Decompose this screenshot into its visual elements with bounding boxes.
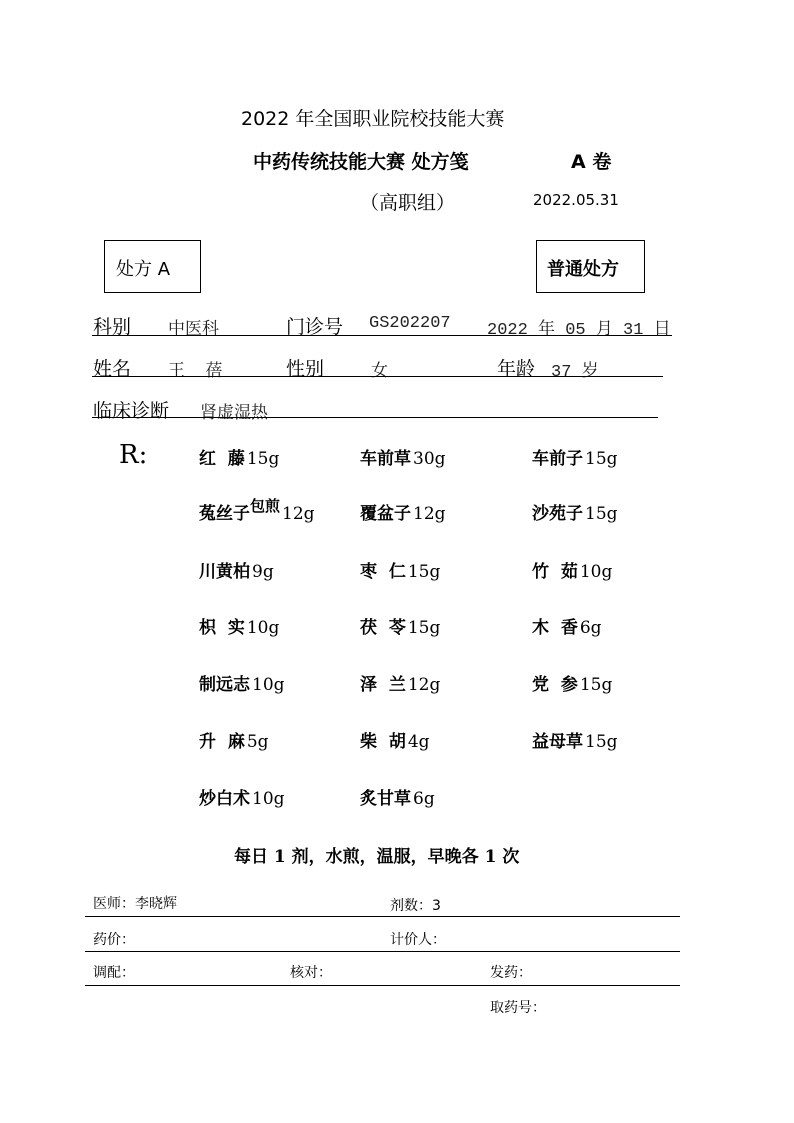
herb-item	[360, 670, 440, 695]
herb-name: 木 香	[532, 618, 578, 638]
herb-name: 枣 仁	[360, 562, 406, 582]
herb-item	[360, 557, 440, 582]
herb-dose: 15g	[407, 618, 441, 638]
herb-name: 菟丝子	[199, 504, 250, 524]
herb-dose: 12g	[413, 504, 446, 524]
herb-dose: 6g	[579, 618, 602, 638]
usage-instructions: 每日 1 剂，水煎，温服，早晚各 1 次	[234, 847, 520, 867]
herb-name: 益母草	[532, 732, 583, 752]
rx-symbol: R:	[119, 440, 148, 470]
herb-name: 党 参	[532, 675, 578, 695]
herb-dose: 10g	[246, 618, 280, 638]
herb-dose: 15g	[585, 449, 618, 469]
herb-item	[532, 670, 612, 695]
herb-dose: 10g	[252, 675, 285, 695]
herb-item	[199, 670, 285, 695]
prescription-a-box	[104, 240, 201, 293]
herb-name: 升 麻	[199, 732, 245, 752]
name-value: 王 蓓	[168, 363, 223, 382]
herb-note: 包煎	[250, 497, 281, 515]
age-label: 年龄	[497, 358, 536, 380]
clinic-value: GS202207	[369, 314, 451, 333]
herb-item	[532, 444, 618, 469]
herb-dose: 15g	[407, 562, 441, 582]
herb-name: 制远志	[199, 675, 250, 695]
sex-label: 性别	[286, 358, 325, 380]
herb-name: 覆盆子	[360, 504, 411, 524]
herb-item	[199, 499, 315, 524]
herb-dose: 6g	[413, 789, 435, 809]
diagnosis-label: 临床诊断	[93, 400, 170, 422]
herb-item	[532, 557, 612, 582]
doses-field: 剂数：3	[390, 898, 441, 914]
herb-item	[199, 444, 279, 469]
herb-name: 炒白术	[199, 789, 250, 809]
herb-dose: 12g	[282, 504, 315, 524]
herb-item	[360, 499, 446, 524]
dispense-field: 调配：	[93, 965, 135, 981]
price-field: 药价：	[93, 932, 135, 948]
group-label: （高职组）	[360, 192, 456, 214]
herb-name: 茯 苓	[360, 618, 406, 638]
herb-name: 红 藤	[199, 449, 245, 469]
herb-dose: 5g	[246, 732, 269, 752]
check-field: 核对：	[290, 965, 332, 981]
herb-name: 枳 实	[199, 618, 245, 638]
pricer-field: 计价人：	[390, 932, 446, 948]
footer-line-3	[85, 985, 680, 986]
herb-item	[532, 499, 618, 524]
paper-label: A 卷	[571, 151, 612, 173]
row-1-line	[92, 335, 672, 336]
herb-dose: 4g	[407, 732, 430, 752]
row-2-line	[92, 376, 663, 377]
herb-item	[199, 784, 285, 809]
herb-name: 柴 胡	[360, 732, 406, 752]
herb-dose: 30g	[413, 449, 446, 469]
herb-item	[360, 727, 430, 752]
herb-name: 川黄柏	[199, 562, 250, 582]
herb-dose: 15g	[579, 675, 613, 695]
row-3-line	[92, 417, 658, 418]
herb-item	[199, 727, 269, 752]
normal-prescription-label: 普通处方	[547, 259, 619, 280]
doctor-field: 医师：李晓辉	[93, 896, 177, 912]
issue-field: 发药：	[490, 965, 532, 981]
herb-name: 泽 兰	[360, 675, 406, 695]
herb-name: 沙苑子	[532, 504, 583, 524]
herb-dose: 10g	[252, 789, 285, 809]
dept-label: 科别	[93, 316, 132, 338]
herb-name: 车前子	[532, 449, 583, 469]
prescription-date: 2022 年 05 月 31 日	[487, 321, 671, 340]
herb-item	[532, 727, 618, 752]
sex-value: 女	[371, 361, 388, 381]
diagnosis-value: 肾虚湿热	[200, 403, 268, 423]
herb-dose: 15g	[246, 449, 280, 469]
clinic-label: 门诊号	[286, 316, 344, 338]
footer-line-1	[85, 916, 680, 917]
herb-name: 炙甘草	[360, 789, 411, 809]
name-label: 姓名	[93, 358, 132, 380]
herb-item	[360, 784, 435, 809]
title-line-1: 2022 年全国职业院校技能大赛	[241, 108, 505, 130]
herb-dose: 15g	[585, 504, 618, 524]
footer-line-2	[85, 951, 680, 952]
herb-item	[199, 557, 274, 582]
herb-dose: 12g	[407, 675, 441, 695]
herb-dose: 15g	[585, 732, 618, 752]
herb-item	[360, 444, 446, 469]
herb-dose: 10g	[579, 562, 613, 582]
herb-name: 竹 茹	[532, 562, 578, 582]
herb-dose: 9g	[252, 562, 274, 582]
header-date: 2022.05.31	[533, 191, 619, 209]
age-value: 37 岁	[551, 363, 599, 382]
normal-prescription-box	[536, 240, 645, 293]
herb-name: 车前草	[360, 449, 411, 469]
herb-item	[199, 613, 279, 638]
herb-item	[360, 613, 440, 638]
title-line-2: 中药传统技能大赛 处方笺	[253, 151, 469, 173]
dept-value: 中医科	[168, 321, 219, 340]
herb-item	[532, 613, 602, 638]
pickup-number-field: 取药号：	[490, 1000, 546, 1016]
prescription-a-label: 处方 A	[116, 259, 171, 280]
